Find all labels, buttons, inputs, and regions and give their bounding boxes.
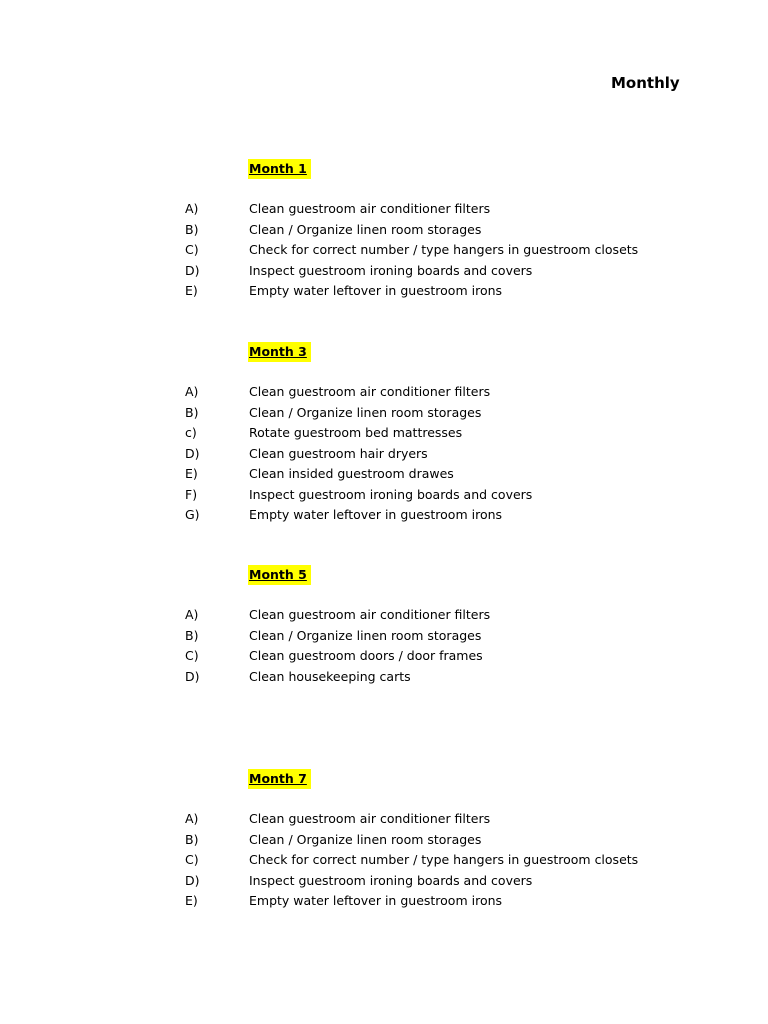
task-item <box>0 199 768 220</box>
task-letter: B) <box>185 221 199 237</box>
task-letter: D) <box>185 445 200 461</box>
task-item <box>0 830 768 851</box>
task-letter: C) <box>185 242 199 257</box>
task-item <box>0 850 768 871</box>
task-text: Clean housekeeping carts <box>249 668 411 684</box>
task-letter: E) <box>185 893 198 908</box>
task-text: Clean / Organize linen room storages <box>249 221 482 237</box>
task-letter: D) <box>185 262 200 278</box>
month-heading: Month 1 <box>248 159 311 179</box>
task-item <box>0 505 768 526</box>
task-item <box>0 891 768 912</box>
task-item <box>0 871 768 892</box>
task-text: Clean guestroom air conditioner filters <box>249 384 491 399</box>
task-letter: A) <box>185 201 199 216</box>
task-item <box>0 261 768 282</box>
task-text: Clean guestroom air conditioner filters <box>249 201 491 216</box>
task-list <box>0 605 768 687</box>
task-text: Check for correct number / type hangers in guestroom closets <box>249 852 639 867</box>
task-letter: B) <box>185 831 199 847</box>
task-letter: G) <box>185 507 200 522</box>
page-title: Monthly <box>611 74 680 92</box>
task-letter: A) <box>185 811 199 826</box>
task-text: Empty water leftover in guestroom irons <box>249 507 503 522</box>
task-text: Clean / Organize linen room storages <box>249 831 482 847</box>
task-text: Clean guestroom air conditioner filters <box>249 607 491 622</box>
task-item <box>0 626 768 647</box>
task-letter: A) <box>185 384 199 399</box>
task-letter: E) <box>185 283 198 298</box>
task-text: Check for correct number / type hangers in guestroom closets <box>249 242 639 257</box>
task-item <box>0 464 768 485</box>
task-letter: D) <box>185 668 200 684</box>
task-item <box>0 281 768 302</box>
month-heading: Month 5 <box>248 565 311 585</box>
task-text: Clean guestroom air conditioner filters <box>249 811 491 826</box>
task-item <box>0 646 768 667</box>
task-letter: F) <box>185 486 198 502</box>
month-heading: Month 7 <box>248 769 311 789</box>
task-text: Clean guestroom doors / door frames <box>249 648 483 663</box>
task-item <box>0 667 768 688</box>
task-item <box>0 423 768 444</box>
task-text: Clean guestroom hair dryers <box>249 445 428 461</box>
task-item <box>0 220 768 241</box>
task-item <box>0 382 768 403</box>
task-item <box>0 240 768 261</box>
task-text: Empty water leftover in guestroom irons <box>249 893 503 908</box>
task-letter: E) <box>185 466 198 481</box>
task-text: Rotate guestroom bed mattresses <box>249 425 463 440</box>
task-text: Clean / Organize linen room storages <box>249 627 482 643</box>
task-letter: D) <box>185 872 200 888</box>
task-list <box>0 382 768 526</box>
task-item <box>0 809 768 830</box>
task-item <box>0 605 768 626</box>
task-item <box>0 485 768 506</box>
task-text: Clean insided guestroom drawes <box>249 466 454 481</box>
task-text: Inspect guestroom ironing boards and covers <box>249 486 533 502</box>
task-letter: A) <box>185 607 199 622</box>
month-heading: Month 3 <box>248 342 311 362</box>
task-list <box>0 809 768 912</box>
task-letter: B) <box>185 627 199 643</box>
task-letter: C) <box>185 852 199 867</box>
task-letter: c) <box>185 425 197 440</box>
task-item <box>0 444 768 465</box>
task-item <box>0 403 768 424</box>
task-text: Clean / Organize linen room storages <box>249 404 482 420</box>
task-letter: B) <box>185 404 199 420</box>
task-text: Inspect guestroom ironing boards and covers <box>249 262 533 278</box>
task-list <box>0 199 768 302</box>
task-text: Inspect guestroom ironing boards and covers <box>249 872 533 888</box>
task-text: Empty water leftover in guestroom irons <box>249 283 503 298</box>
task-letter: C) <box>185 648 199 663</box>
